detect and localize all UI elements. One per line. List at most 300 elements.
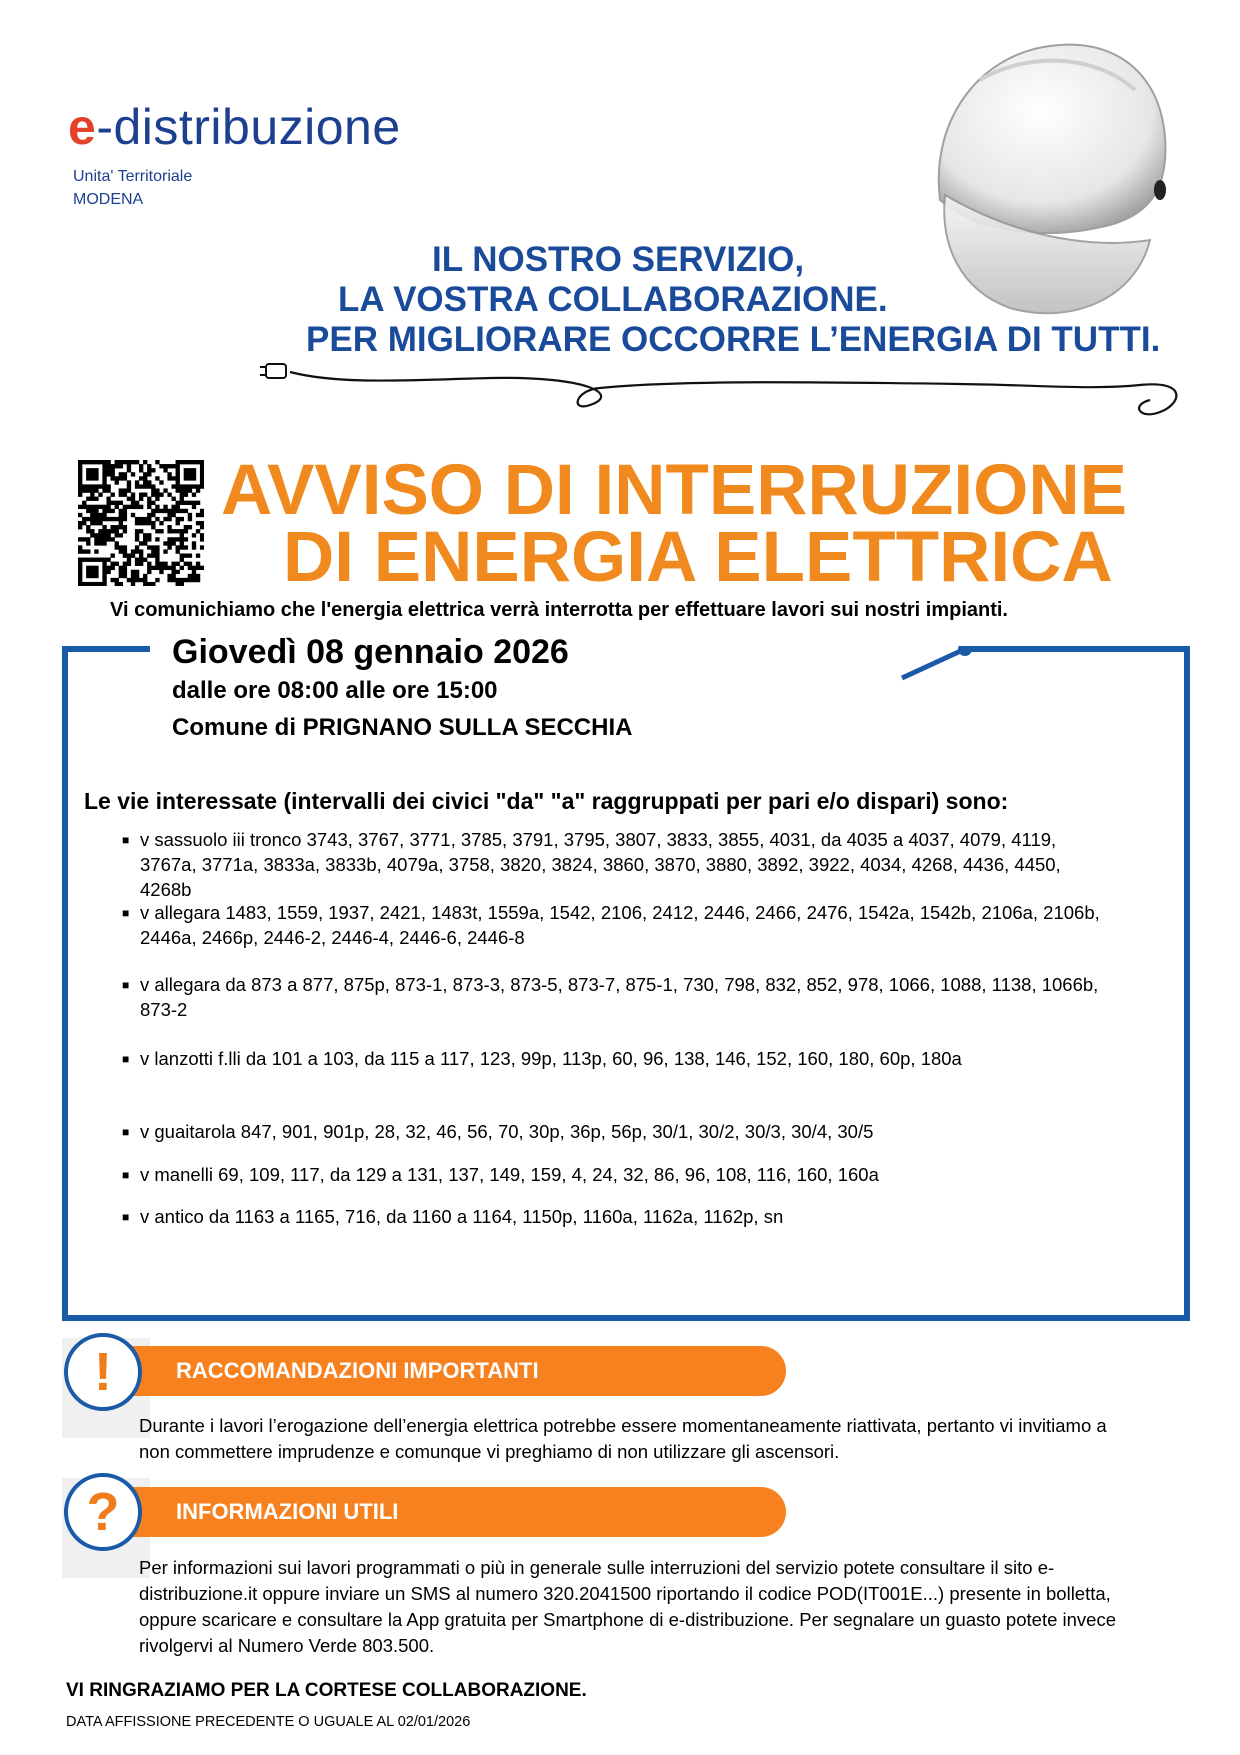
qr-module bbox=[143, 472, 147, 476]
qr-module bbox=[115, 517, 119, 521]
street-text: v allegara da 873 a 877, 875p, 873-1, 873-3, 873-5, 873-7, 875-1, 730, 798, 832, 852, 978, 1066, 1088, 1138, 1066b, 873-2 bbox=[140, 974, 1099, 1020]
bullet: ■ bbox=[122, 1052, 130, 1066]
qr-module bbox=[123, 460, 127, 464]
qr-module bbox=[115, 533, 119, 537]
qr-module bbox=[127, 460, 131, 464]
qr-module bbox=[127, 497, 131, 501]
street-text: v allegara 1483, 1559, 1937, 2421, 1483t, 1559a, 1542, 2106, 2412, 2446, 2466, 2476, 1542a, 1542b, 2106a, 2106b, 2446a, 2466p, 2446-2, 2446-4, 2446-6, 2446-8 bbox=[140, 902, 1100, 948]
qr-module bbox=[115, 529, 119, 533]
qr-module bbox=[78, 460, 82, 464]
qr-module bbox=[151, 468, 155, 472]
qr-module bbox=[180, 497, 184, 501]
thanks-text: VI RINGRAZIAMO PER LA CORTESE COLLABORAZIONE. bbox=[66, 1680, 587, 1701]
unit-city: MODENA bbox=[73, 191, 144, 208]
qr-module bbox=[151, 513, 155, 517]
qr-module bbox=[90, 497, 94, 501]
qr-module bbox=[86, 509, 90, 513]
qr-module bbox=[78, 566, 82, 570]
qr-module bbox=[139, 517, 143, 521]
qr-module bbox=[176, 488, 180, 492]
qr-module bbox=[139, 558, 143, 562]
qr-module bbox=[155, 566, 159, 570]
slogan-line: LA VOSTRA COLLABORAZIONE. bbox=[338, 280, 888, 319]
qr-module bbox=[115, 545, 119, 549]
qr-module bbox=[131, 493, 135, 497]
qr-module bbox=[94, 541, 98, 545]
qr-module bbox=[90, 529, 94, 533]
qr-module bbox=[90, 493, 94, 497]
qr-module bbox=[147, 566, 151, 570]
qr-module bbox=[184, 578, 188, 582]
qr-module bbox=[135, 480, 139, 484]
qr-module bbox=[176, 521, 180, 525]
qr-module bbox=[167, 545, 171, 549]
qr-module bbox=[135, 537, 139, 541]
street-text: v manelli 69, 109, 117, da 129 a 131, 137, 149, 159, 4, 24, 32, 86, 96, 108, 116, 160, 160a bbox=[140, 1164, 879, 1185]
street-item bbox=[122, 972, 1117, 1022]
qr-module bbox=[135, 484, 139, 488]
qr-module bbox=[143, 582, 147, 586]
qr-module bbox=[98, 484, 102, 488]
qr-module bbox=[111, 529, 115, 533]
qr-module bbox=[139, 562, 143, 566]
qr-module bbox=[184, 472, 188, 476]
qr-module bbox=[196, 501, 200, 505]
qr-module bbox=[94, 476, 98, 480]
qr-module bbox=[123, 517, 127, 521]
qr-module bbox=[119, 574, 123, 578]
qr-module bbox=[98, 529, 102, 533]
qr-module bbox=[78, 468, 82, 472]
qr-module bbox=[98, 521, 102, 525]
qr-module bbox=[167, 476, 171, 480]
qr-module bbox=[78, 574, 82, 578]
qr-module bbox=[106, 472, 110, 476]
qr-module bbox=[188, 484, 192, 488]
qr-module bbox=[78, 578, 82, 582]
qr-module bbox=[163, 464, 167, 468]
posting-date: DATA AFFISSIONE PRECEDENTE O UGUALE AL 02/01/2026 bbox=[66, 1714, 471, 1730]
qr-module bbox=[196, 484, 200, 488]
qr-module bbox=[115, 525, 119, 529]
qr-module bbox=[82, 537, 86, 541]
qr-module bbox=[102, 472, 106, 476]
qr-module bbox=[86, 541, 90, 545]
qr-module bbox=[106, 533, 110, 537]
qr-module bbox=[102, 558, 106, 562]
qr-module bbox=[176, 509, 180, 513]
qr-module bbox=[171, 505, 175, 509]
exclamation-icon: ! bbox=[64, 1333, 142, 1411]
qr-module bbox=[147, 582, 151, 586]
qr-module bbox=[147, 497, 151, 501]
qr-module bbox=[200, 537, 204, 541]
qr-module bbox=[90, 460, 94, 464]
qr-module bbox=[135, 570, 139, 574]
qr-module bbox=[171, 537, 175, 541]
qr-module bbox=[196, 574, 200, 578]
qr-module bbox=[192, 545, 196, 549]
qr-module bbox=[82, 488, 86, 492]
logo-e: e bbox=[68, 99, 97, 155]
qr-module bbox=[143, 493, 147, 497]
qr-module bbox=[147, 501, 151, 505]
qr-module bbox=[167, 517, 171, 521]
qr-module bbox=[167, 493, 171, 497]
qr-module bbox=[171, 476, 175, 480]
qr-module bbox=[135, 533, 139, 537]
qr-module bbox=[147, 480, 151, 484]
qr-module bbox=[143, 533, 147, 537]
qr-module bbox=[171, 574, 175, 578]
qr-module bbox=[94, 484, 98, 488]
intro-text: Vi comunichiamo che l'energia elettrica verrà interrotta per effettuare lavori sui nostri impianti. bbox=[110, 599, 1008, 621]
qr-module bbox=[135, 505, 139, 509]
qr-module bbox=[151, 553, 155, 557]
qr-module bbox=[78, 484, 82, 488]
qr-module bbox=[78, 537, 82, 541]
qr-module bbox=[82, 558, 86, 562]
qr-module bbox=[188, 566, 192, 570]
qr-module bbox=[196, 562, 200, 566]
qr-module bbox=[94, 582, 98, 586]
qr-module bbox=[180, 578, 184, 582]
qr-module bbox=[119, 493, 123, 497]
qr-module bbox=[119, 525, 123, 529]
qr-module bbox=[184, 545, 188, 549]
qr-module bbox=[102, 464, 106, 468]
qr-module bbox=[155, 488, 159, 492]
street-text: v guaitarola 847, 901, 901p, 28, 32, 46, 56, 70, 30p, 36p, 56p, 30/1, 30/2, 30/3, 30/4, 30/5 bbox=[140, 1121, 874, 1142]
qr-module bbox=[123, 488, 127, 492]
qr-module bbox=[192, 460, 196, 464]
qr-module bbox=[115, 562, 119, 566]
qr-module bbox=[90, 517, 94, 521]
qr-module bbox=[188, 476, 192, 480]
qr-module bbox=[127, 578, 131, 582]
qr-module bbox=[135, 460, 139, 464]
qr-module bbox=[123, 493, 127, 497]
qr-module bbox=[86, 525, 90, 529]
qr-module bbox=[159, 570, 163, 574]
qr-module bbox=[82, 549, 86, 553]
qr-module bbox=[167, 513, 171, 517]
qr-module bbox=[176, 480, 180, 484]
qr-module bbox=[167, 509, 171, 513]
qr-module bbox=[86, 517, 90, 521]
bullet: ■ bbox=[122, 1168, 130, 1182]
qr-module bbox=[192, 541, 196, 545]
qr-module bbox=[139, 541, 143, 545]
qr-module bbox=[135, 521, 139, 525]
qr-module bbox=[127, 562, 131, 566]
qr-module bbox=[200, 476, 204, 480]
qr-module bbox=[111, 501, 115, 505]
qr-module bbox=[180, 545, 184, 549]
qr-module bbox=[106, 558, 110, 562]
qr-module bbox=[180, 541, 184, 545]
qr-module bbox=[147, 545, 151, 549]
qr-module bbox=[106, 537, 110, 541]
qr-module bbox=[94, 509, 98, 513]
qr-module bbox=[131, 472, 135, 476]
qr-module bbox=[151, 521, 155, 525]
qr-module bbox=[139, 493, 143, 497]
qr-module bbox=[127, 488, 131, 492]
qr-module bbox=[180, 493, 184, 497]
qr-module bbox=[135, 549, 139, 553]
qr-module bbox=[143, 558, 147, 562]
info-title: INFORMAZIONI UTILI bbox=[80, 1487, 786, 1537]
street-item bbox=[122, 900, 1117, 950]
qr-module bbox=[98, 493, 102, 497]
qr-module bbox=[102, 505, 106, 509]
qr-module bbox=[102, 578, 106, 582]
qr-module bbox=[94, 570, 98, 574]
qr-module bbox=[188, 562, 192, 566]
street-item bbox=[122, 1162, 1117, 1187]
qr-module bbox=[155, 509, 159, 513]
qr-module bbox=[94, 558, 98, 562]
qr-module bbox=[200, 460, 204, 464]
headline-line2: DI ENERGIA ELETTRICA bbox=[283, 518, 1113, 597]
qr-module bbox=[151, 525, 155, 529]
qr-module bbox=[123, 566, 127, 570]
street-text: v lanzotti f.lli da 101 a 103, da 115 a 117, 123, 99p, 113p, 60, 96, 138, 146, 152, 160, 180, 60p, 180a bbox=[140, 1048, 962, 1069]
qr-module bbox=[188, 472, 192, 476]
qr-module bbox=[86, 460, 90, 464]
qr-module bbox=[180, 537, 184, 541]
qr-module bbox=[82, 460, 86, 464]
qr-module bbox=[147, 533, 151, 537]
qr-module bbox=[123, 562, 127, 566]
qr-module bbox=[102, 517, 106, 521]
qr-module bbox=[184, 529, 188, 533]
qr-module bbox=[106, 484, 110, 488]
qr-module bbox=[163, 517, 167, 521]
qr-module bbox=[98, 460, 102, 464]
qr-module bbox=[115, 480, 119, 484]
qr-module bbox=[78, 476, 82, 480]
qr-module bbox=[131, 501, 135, 505]
qr-module bbox=[151, 488, 155, 492]
qr-module bbox=[155, 476, 159, 480]
qr-module bbox=[123, 525, 127, 529]
qr-module bbox=[192, 484, 196, 488]
qr-module bbox=[135, 558, 139, 562]
qr-module bbox=[111, 468, 115, 472]
qr-module bbox=[180, 566, 184, 570]
qr-module bbox=[94, 472, 98, 476]
qr-module bbox=[102, 562, 106, 566]
qr-module bbox=[90, 570, 94, 574]
qr-module bbox=[111, 509, 115, 513]
qr-module bbox=[90, 566, 94, 570]
qr-module bbox=[155, 505, 159, 509]
qr-module bbox=[123, 553, 127, 557]
qr-module bbox=[139, 484, 143, 488]
qr-module bbox=[102, 537, 106, 541]
qr-module bbox=[159, 529, 163, 533]
qr-module bbox=[102, 529, 106, 533]
qr-module bbox=[111, 525, 115, 529]
qr-module bbox=[200, 472, 204, 476]
plug-cable-icon bbox=[260, 350, 1220, 430]
qr-module bbox=[167, 578, 171, 582]
qr-module bbox=[159, 493, 163, 497]
qr-module bbox=[196, 529, 200, 533]
unit-label: Unita' Territoriale bbox=[73, 168, 193, 185]
qr-module bbox=[155, 497, 159, 501]
qr-module bbox=[192, 493, 196, 497]
qr-module bbox=[131, 574, 135, 578]
qr-module bbox=[123, 570, 127, 574]
qr-module bbox=[143, 460, 147, 464]
qr-module bbox=[171, 464, 175, 468]
qr-module bbox=[139, 468, 143, 472]
qr-module bbox=[180, 501, 184, 505]
qr-module bbox=[192, 566, 196, 570]
qr-module bbox=[123, 549, 127, 553]
qr-module bbox=[94, 517, 98, 521]
qr-module bbox=[180, 558, 184, 562]
qr-module bbox=[147, 505, 151, 509]
qr-module bbox=[163, 505, 167, 509]
qr-module bbox=[98, 517, 102, 521]
qr-module bbox=[176, 545, 180, 549]
qr-module bbox=[184, 493, 188, 497]
qr-module bbox=[155, 517, 159, 521]
qr-module bbox=[119, 460, 123, 464]
qr-module bbox=[119, 566, 123, 570]
qr-module bbox=[159, 464, 163, 468]
qr-module bbox=[151, 501, 155, 505]
qr-module bbox=[119, 472, 123, 476]
street-text: v sassuolo iii tronco 3743, 3767, 3771, 3785, 3791, 3795, 3807, 3833, 3855, 4031, da 4035 a 4037, 4079, 4119, 3767a, 3771a, 3833a, 3833b, 4079a, 3758, 3820, 3824, 3860, 3870, 3880, 3892, 3922, 4034, 4268, 4436, 4450, 4268b bbox=[140, 829, 1061, 900]
qr-module bbox=[176, 501, 180, 505]
qr-module bbox=[123, 545, 127, 549]
bullet: ■ bbox=[122, 1125, 130, 1139]
qr-module bbox=[188, 553, 192, 557]
qr-module bbox=[155, 562, 159, 566]
qr-module bbox=[102, 513, 106, 517]
qr-module bbox=[102, 541, 106, 545]
qr-module bbox=[176, 460, 180, 464]
qr-module bbox=[90, 476, 94, 480]
qr-module bbox=[119, 513, 123, 517]
qr-module bbox=[115, 501, 119, 505]
slogan-block bbox=[210, 240, 1210, 440]
slogan-line: PER MIGLIORARE OCCORRE L’ENERGIA DI TUTTI. bbox=[306, 320, 1161, 359]
qr-module bbox=[82, 505, 86, 509]
qr-module bbox=[176, 472, 180, 476]
qr-module bbox=[171, 513, 175, 517]
qr-module bbox=[135, 562, 139, 566]
question-icon: ? bbox=[64, 1473, 142, 1551]
interruption-date: Giovedì 08 gennaio 2026 bbox=[172, 633, 569, 671]
qr-module bbox=[127, 480, 131, 484]
qr-module bbox=[90, 582, 94, 586]
qr-module bbox=[111, 464, 115, 468]
qr-module bbox=[155, 558, 159, 562]
qr-module bbox=[155, 537, 159, 541]
qr-module bbox=[200, 464, 204, 468]
qr-module bbox=[188, 501, 192, 505]
qr-module bbox=[184, 484, 188, 488]
qr-module bbox=[167, 537, 171, 541]
qr-module bbox=[82, 501, 86, 505]
qr-module bbox=[159, 509, 163, 513]
qr-module bbox=[127, 484, 131, 488]
qr-module bbox=[86, 472, 90, 476]
qr-module bbox=[184, 468, 188, 472]
qr-module bbox=[147, 521, 151, 525]
qr-module bbox=[188, 578, 192, 582]
street-item bbox=[122, 827, 1117, 902]
qr-module bbox=[106, 501, 110, 505]
qr-module bbox=[106, 566, 110, 570]
qr-module bbox=[115, 541, 119, 545]
qr-module bbox=[90, 513, 94, 517]
qr-module bbox=[196, 566, 200, 570]
qr-module bbox=[200, 525, 204, 529]
qr-module bbox=[115, 460, 119, 464]
qr-module bbox=[147, 468, 151, 472]
interruption-hours: dalle ore 08:00 alle ore 15:00 bbox=[172, 677, 498, 704]
qr-module bbox=[163, 468, 167, 472]
qr-module bbox=[167, 541, 171, 545]
qr-module bbox=[171, 497, 175, 501]
qr-module bbox=[200, 480, 204, 484]
qr-module bbox=[200, 521, 204, 525]
qr-module bbox=[143, 484, 147, 488]
qr-module bbox=[102, 525, 106, 529]
qr-module bbox=[78, 562, 82, 566]
qr-module bbox=[102, 570, 106, 574]
qr-module bbox=[94, 521, 98, 525]
streets-title: Le vie interessate (intervalli dei civici "da" "a" raggruppati per pari e/o dispari) sono: bbox=[84, 788, 1009, 814]
qr-module bbox=[147, 472, 151, 476]
qr-module bbox=[192, 472, 196, 476]
qr-module bbox=[167, 464, 171, 468]
qr-module bbox=[171, 509, 175, 513]
qr-module bbox=[143, 480, 147, 484]
qr-module bbox=[159, 480, 163, 484]
qr-module bbox=[78, 488, 82, 492]
qr-module bbox=[184, 501, 188, 505]
qr-module bbox=[90, 533, 94, 537]
qr-module bbox=[111, 493, 115, 497]
qr-module bbox=[139, 549, 143, 553]
qr-module bbox=[102, 476, 106, 480]
qr-module bbox=[176, 517, 180, 521]
qr-module bbox=[176, 468, 180, 472]
qr-module bbox=[82, 484, 86, 488]
qr-module bbox=[123, 574, 127, 578]
qr-module bbox=[127, 553, 131, 557]
qr-module bbox=[86, 476, 90, 480]
qr-module bbox=[139, 578, 143, 582]
qr-module bbox=[167, 472, 171, 476]
qr-module bbox=[184, 476, 188, 480]
qr-module bbox=[78, 570, 82, 574]
qr-module bbox=[163, 509, 167, 513]
qr-module bbox=[167, 529, 171, 533]
qr-module bbox=[106, 464, 110, 468]
qr-module bbox=[111, 537, 115, 541]
qr-module bbox=[119, 533, 123, 537]
qr-module bbox=[180, 488, 184, 492]
